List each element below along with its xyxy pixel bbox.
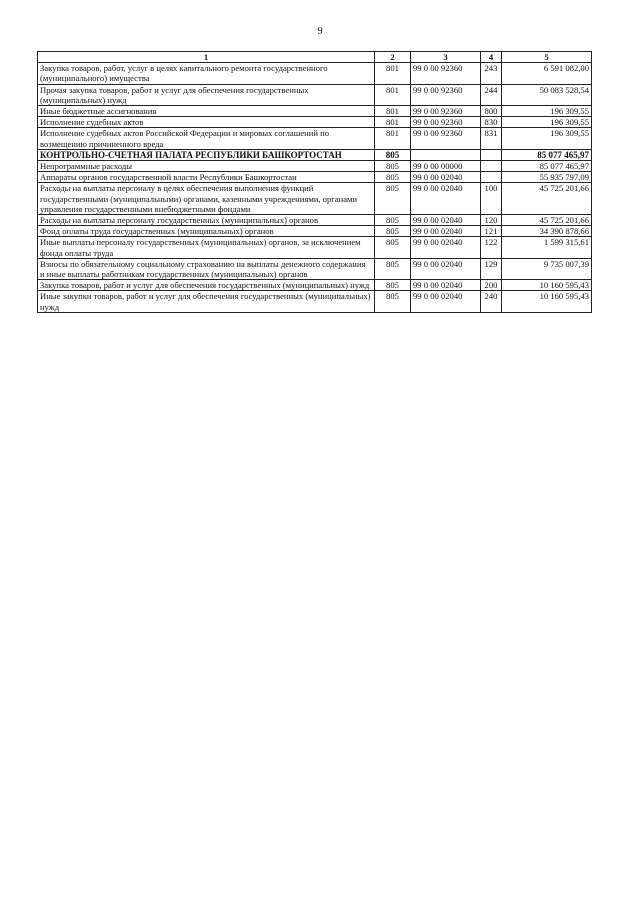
row-csr-cell: 99 0 00 92360: [411, 106, 481, 117]
row-csr-cell: 99 0 00 92360: [411, 84, 481, 105]
row-grbs-cell: 805: [375, 226, 411, 237]
row-name-cell: Иные закупки товаров, работ и услуг для обеспечения государственных (муниципальных) нужд: [38, 291, 375, 312]
row-grbs-cell: 805: [375, 237, 411, 258]
row-name-cell: Непрограммные расходы: [38, 161, 375, 172]
row-amount-cell: 10 160 595,43: [502, 280, 592, 291]
row-amount-cell: 196 309,55: [502, 117, 592, 128]
row-grbs-cell: 801: [375, 117, 411, 128]
row-name-cell: КОНТРОЛЬНО-СЧЕТНАЯ ПАЛАТА РЕСПУБЛИКИ БАШКОРТОСТАН: [38, 149, 375, 160]
row-amount-cell: 34 390 878,66: [502, 226, 592, 237]
row-vr-cell: 830: [481, 117, 502, 128]
row-grbs-cell: 801: [375, 106, 411, 117]
table-row: [38, 106, 592, 117]
row-csr-cell: 99 0 00 02040: [411, 172, 481, 183]
row-vr-cell: 800: [481, 106, 502, 117]
row-csr-cell: 99 0 00 92360: [411, 117, 481, 128]
row-name-cell: Иные выплаты персоналу государственных (муниципальных) органов, за исключением фонда оплаты труда: [38, 237, 375, 258]
row-grbs-cell: 805: [375, 172, 411, 183]
row-csr-cell: 99 0 00 02040: [411, 215, 481, 226]
table-row: [38, 183, 592, 215]
table-row: [38, 226, 592, 237]
table-row: [38, 280, 592, 291]
row-grbs-cell: 801: [375, 63, 411, 84]
row-amount-cell: 10 160 595,43: [502, 291, 592, 312]
table-row: [38, 258, 592, 279]
row-vr-cell: [481, 149, 502, 160]
row-vr-cell: 129: [481, 258, 502, 279]
row-amount-cell: 196 309,55: [502, 128, 592, 149]
table-row: [38, 84, 592, 105]
header-col-3: 3: [411, 52, 481, 63]
row-csr-cell: 99 0 00 92360: [411, 128, 481, 149]
row-name-cell: Фонд оплаты труда государственных (муниципальных) органов: [38, 226, 375, 237]
row-vr-cell: 122: [481, 237, 502, 258]
row-amount-cell: 1 599 315,61: [502, 237, 592, 258]
row-name-cell: Прочая закупка товаров, работ и услуг для обеспечения государственных (муниципальных) нужд: [38, 84, 375, 105]
row-name-cell: Исполнение судебных актов Российской Федерации и мировых соглашений по возмещению причиненного вреда: [38, 128, 375, 149]
row-csr-cell: 99 0 00 92360: [411, 63, 481, 84]
row-amount-cell: 85 077 465,97: [502, 161, 592, 172]
row-amount-cell: 50 083 528,54: [502, 84, 592, 105]
row-name-cell: Закупка товаров, работ и услуг для обеспечения государственных (муниципальных) нужд: [38, 280, 375, 291]
header-col-2: 2: [375, 52, 411, 63]
header-col-1: 1: [38, 52, 375, 63]
row-vr-cell: [481, 172, 502, 183]
row-name-cell: Закупка товаров, работ, услуг в целях капитального ремонта государственного (муниципального) имущества: [38, 63, 375, 84]
row-name-cell: Иные бюджетные ассигнования: [38, 106, 375, 117]
row-vr-cell: 831: [481, 128, 502, 149]
table-header-row: [38, 52, 592, 63]
table-row: [38, 237, 592, 258]
table-body: [38, 63, 592, 313]
row-name-cell: Аппараты органов государственной власти Республики Башкортостан: [38, 172, 375, 183]
row-amount-cell: 9 735 007,39: [502, 258, 592, 279]
row-grbs-cell: 805: [375, 258, 411, 279]
table-row: [38, 215, 592, 226]
row-grbs-cell: 805: [375, 215, 411, 226]
row-grbs-cell: 805: [375, 149, 411, 160]
row-vr-cell: 120: [481, 215, 502, 226]
row-vr-cell: 240: [481, 291, 502, 312]
row-grbs-cell: 801: [375, 128, 411, 149]
row-csr-cell: 99 0 00 00000: [411, 161, 481, 172]
row-grbs-cell: 801: [375, 84, 411, 105]
row-amount-cell: 196 309,55: [502, 106, 592, 117]
table-row: [38, 117, 592, 128]
row-vr-cell: 100: [481, 183, 502, 215]
table-row: [38, 128, 592, 149]
row-vr-cell: 244: [481, 84, 502, 105]
table-row: [38, 172, 592, 183]
row-csr-cell: 99 0 00 02040: [411, 226, 481, 237]
row-amount-cell: 6 591 082,00: [502, 63, 592, 84]
row-vr-cell: 121: [481, 226, 502, 237]
row-csr-cell: 99 0 00 02040: [411, 258, 481, 279]
row-csr-cell: 99 0 00 02040: [411, 237, 481, 258]
row-csr-cell: 99 0 00 02040: [411, 280, 481, 291]
row-vr-cell: [481, 161, 502, 172]
budget-table: [37, 51, 592, 313]
row-name-cell: Расходы на выплаты персоналу государственных (муниципальных) органов: [38, 215, 375, 226]
row-amount-cell: 45 725 201,66: [502, 215, 592, 226]
row-vr-cell: 200: [481, 280, 502, 291]
table-row: [38, 63, 592, 84]
row-name-cell: Взносы по обязательному социальному страхованию на выплаты денежного содержания и иные выплаты работникам государственных (муниципальных) органов: [38, 258, 375, 279]
header-col-5: 5: [502, 52, 592, 63]
row-name-cell: Исполнение судебных актов: [38, 117, 375, 128]
row-amount-cell: 85 077 465,97: [502, 149, 592, 160]
row-amount-cell: 55 935 797,09: [502, 172, 592, 183]
row-csr-cell: 99 0 00 02040: [411, 291, 481, 312]
row-grbs-cell: 805: [375, 291, 411, 312]
row-grbs-cell: 805: [375, 183, 411, 215]
row-grbs-cell: 805: [375, 280, 411, 291]
row-amount-cell: 45 725 201,66: [502, 183, 592, 215]
table-row: [38, 149, 592, 160]
row-name-cell: Расходы на выплаты персоналу в целях обеспечения выполнения функций государственными (муниципальными) органами, казенными учреждениями, органами управления государственными внебюджетными фондами: [38, 183, 375, 215]
row-vr-cell: 243: [481, 63, 502, 84]
table-row: [38, 161, 592, 172]
page-number: 9: [317, 26, 323, 37]
row-csr-cell: 99 0 00 02040: [411, 183, 481, 215]
header-col-4: 4: [481, 52, 502, 63]
row-grbs-cell: 805: [375, 161, 411, 172]
row-csr-cell: [411, 149, 481, 160]
table-row: [38, 291, 592, 312]
